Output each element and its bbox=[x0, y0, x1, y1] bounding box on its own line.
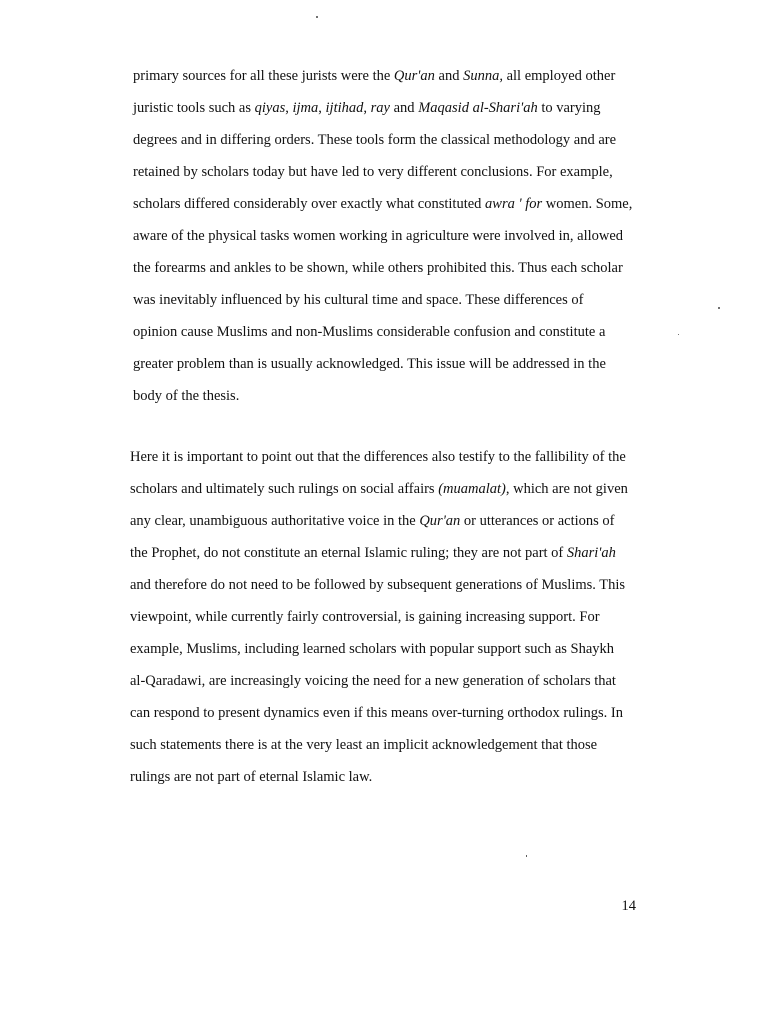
text-run: rulings are not part of eternal Islamic law. bbox=[130, 769, 373, 785]
text-run: scholars and ultimately such rulings on social affairs bbox=[130, 481, 439, 497]
text-run: greater problem than is usually acknowledged. This issue will be addressed in the bbox=[133, 356, 606, 372]
italic-term: ray bbox=[370, 100, 390, 116]
italic-term: Shari'ah bbox=[566, 545, 616, 561]
text-line bbox=[133, 124, 653, 156]
text-line bbox=[133, 348, 653, 380]
text-run: body of the thesis. bbox=[133, 388, 240, 404]
text-run: all employed other bbox=[502, 68, 616, 84]
text-line bbox=[133, 188, 653, 220]
text-run: the forearms and ankles to be shown, while others prohibited this. Thus each scholar bbox=[133, 260, 623, 276]
scan-speck bbox=[718, 307, 720, 309]
text-run: or utterances or actions of bbox=[460, 513, 615, 529]
text-line bbox=[130, 761, 650, 793]
text-line bbox=[130, 473, 650, 505]
text-line bbox=[130, 729, 650, 761]
text-run: juristic tools such as bbox=[133, 100, 255, 116]
italic-term: qiyas bbox=[254, 100, 286, 116]
text-run: viewpoint, while currently fairly controversial, is gaining increasing support. For bbox=[130, 609, 600, 625]
text-line bbox=[130, 505, 650, 537]
text-run: can respond to present dynamics even if this means over-turning orthodox rulings. In bbox=[130, 705, 623, 721]
text-line bbox=[133, 284, 653, 316]
text-run: and bbox=[434, 68, 464, 84]
text-line bbox=[133, 156, 653, 188]
text-line bbox=[130, 697, 650, 729]
italic-term: Sunna, bbox=[463, 68, 503, 84]
text-run: and therefore do not need to be followed by subsequent generations of Muslims. This bbox=[130, 577, 626, 593]
text-line bbox=[130, 569, 650, 601]
text-run: , bbox=[285, 100, 293, 116]
text-run: any clear, unambiguous authoritative voice in the bbox=[130, 513, 420, 529]
text-line bbox=[133, 60, 653, 92]
italic-term: Maqasid al-Shari'ah bbox=[418, 100, 538, 116]
text-run: opinion cause Muslims and non-Muslims considerable confusion and constitute a bbox=[133, 324, 606, 340]
text-run: and bbox=[390, 100, 419, 116]
italic-term: Qur'an bbox=[393, 68, 435, 84]
text-line bbox=[130, 441, 650, 473]
text-run: Here it is important to point out that the differences also testify to the fallibility of the bbox=[130, 449, 626, 465]
text-line bbox=[130, 665, 650, 697]
text-run: women. Some, bbox=[542, 196, 633, 212]
text-line bbox=[130, 537, 650, 569]
text-line bbox=[133, 252, 653, 284]
text-run: scholars differed considerably over exactly what constituted bbox=[133, 196, 486, 212]
page-number: 14 bbox=[621, 898, 636, 914]
text-run: the Prophet, do not constitute an eternal Islamic ruling; they are not part of bbox=[130, 545, 567, 561]
scan-speck bbox=[316, 16, 318, 18]
text-run: al-Qaradawi, are increasingly voicing the need for a new generation of scholars that bbox=[130, 673, 616, 689]
italic-term: Qur'an bbox=[419, 513, 461, 529]
text-run: , bbox=[363, 100, 371, 116]
text-line bbox=[133, 380, 653, 412]
text-run: example, Muslims, including learned scholars with popular support such as Shaykh bbox=[130, 641, 615, 657]
text-line bbox=[130, 601, 650, 633]
scan-speck bbox=[526, 855, 527, 857]
text-line bbox=[130, 633, 650, 665]
scan-speck bbox=[678, 334, 679, 335]
text-line bbox=[133, 220, 653, 252]
text-run: aware of the physical tasks women working in agriculture were involved in, allowed bbox=[133, 228, 624, 244]
text-run: , which are not given bbox=[505, 481, 628, 497]
text-run: retained by scholars today but have led to very different conclusions. For example, bbox=[133, 164, 613, 180]
text-line bbox=[133, 92, 653, 124]
text-run: was inevitably influenced by his cultural time and space. These differences of bbox=[133, 292, 584, 308]
text-run: to varying bbox=[537, 100, 601, 116]
italic-term: (muamalat) bbox=[438, 481, 506, 497]
paragraph-2 bbox=[130, 441, 650, 793]
text-line bbox=[133, 316, 653, 348]
italic-term: ijtihad bbox=[325, 100, 364, 116]
text-run: such statements there is at the very least an implicit acknowledgement that those bbox=[130, 737, 598, 753]
text-run: primary sources for all these jurists were the bbox=[133, 68, 394, 84]
text-run: degrees and in differing orders. These tools form the classical methodology and are bbox=[133, 132, 617, 148]
italic-term: awra ' for bbox=[485, 196, 543, 212]
italic-term: ijma bbox=[292, 100, 319, 116]
text-run: , bbox=[318, 100, 326, 116]
paragraph-1 bbox=[133, 60, 653, 412]
